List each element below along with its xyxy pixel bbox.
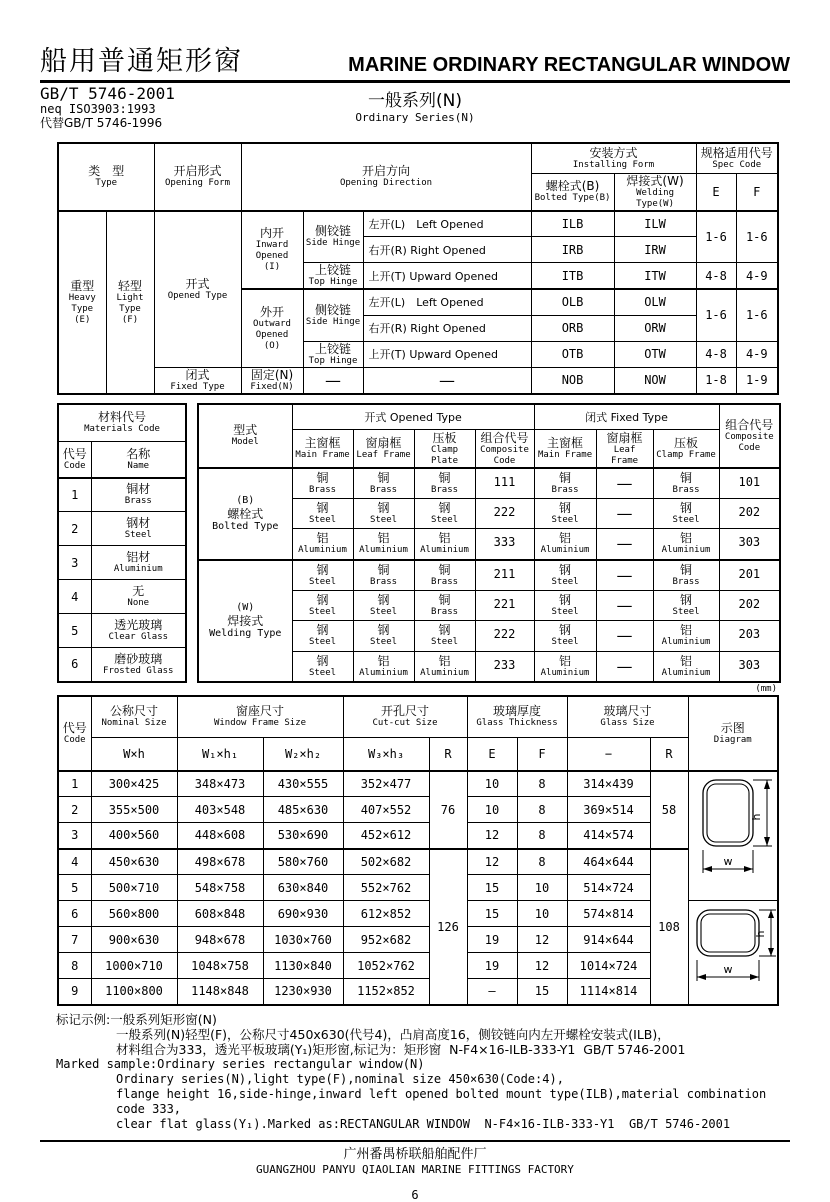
dash-header: − <box>567 738 650 771</box>
size-cell: 1030×760 <box>263 927 343 953</box>
material-cell: 钢 Steel <box>292 498 353 528</box>
model-header: 型式 Model <box>198 404 292 468</box>
size-cell: 403×548 <box>177 797 263 823</box>
diagram-h-label: h <box>749 813 763 821</box>
composite-code-header: 组合代号 Composite Code <box>719 404 780 468</box>
opened-type-cell: 开式 Opened Type <box>154 211 241 368</box>
size-cell: 1148×848 <box>177 979 263 1005</box>
material-row <box>58 512 186 546</box>
size-code: 7 <box>58 927 91 953</box>
title-bar <box>40 0 790 83</box>
name-col-header: 名称 Name <box>91 442 186 478</box>
size-cell: 10 <box>467 771 517 797</box>
material-cell: 铝 Aluminium <box>414 529 475 560</box>
bolted-group-cell: (B) 螺栓式 Bolted Type <box>198 468 292 560</box>
diagram-h-label: h <box>753 930 767 938</box>
material-cell: 铝 Aluminium <box>292 529 353 560</box>
code-col-header: 代号 Code <box>58 442 91 478</box>
composite-code-cell: 222 <box>475 621 534 651</box>
size-cell: 10 <box>517 901 567 927</box>
size-cell: 485×630 <box>263 797 343 823</box>
opening-form-header: 开启形式 Opening Form <box>154 143 241 211</box>
inward-cell: 内开 Inward Opened (I) <box>241 211 303 290</box>
material-cell: 铜 Brass <box>353 468 414 498</box>
material-cell: 钢 Steel <box>292 590 353 620</box>
marked-sample-notes <box>56 1012 790 1132</box>
dash-cell: — <box>596 560 653 590</box>
spec-code-header: 规格适用代号 Spec Code <box>696 143 778 173</box>
note-line: 一般系列(N)轻型(F)，公称尺寸450x630(代号4)，凸肩高度16，侧铰链向内左开螺栓安装式(ILB)， <box>116 1026 670 1042</box>
size-cell: 10 <box>517 875 567 901</box>
factory-name-cn: 广州番禺桥联船舶配件厂 <box>343 1146 487 1162</box>
main-frame-header: 主窗框 Main Frame <box>534 430 596 468</box>
material-code: 6 <box>58 648 91 682</box>
size-cell: 580×760 <box>263 849 343 875</box>
code-itw: ITW <box>614 263 696 290</box>
size-cell: 690×930 <box>263 901 343 927</box>
size-cell: 608×848 <box>177 901 263 927</box>
spec-e-header: E <box>696 173 736 211</box>
size-cell: 8 <box>517 849 567 875</box>
size-code: 6 <box>58 901 91 927</box>
clamp-frame-header: 压板 Clamp Frame <box>653 430 719 468</box>
material-name: 磨砂玻璃 Frosted Glass <box>91 648 186 682</box>
spec-cell: 1-6 <box>696 289 736 341</box>
size-cell: 500×710 <box>91 875 177 901</box>
window-frame-size-header: 窗座尺寸 Window Frame Size <box>177 696 343 738</box>
dash-cell: — <box>596 651 653 681</box>
welding-type-header: 焊接式(W) Welding Type(W) <box>614 173 696 211</box>
composite-code-cell: 303 <box>719 529 780 560</box>
material-cell: 铝 Aluminium <box>534 529 596 560</box>
size-cell: 1014×724 <box>567 953 650 979</box>
materials-code-header: 材料代号 Materials Code <box>58 404 186 442</box>
series-title <box>355 91 474 124</box>
note-line: Ordinary series(N),light type(F),nominal size 450×630(Code:4), <box>116 1071 564 1086</box>
e-header: E <box>467 738 517 771</box>
portrait-window-diagram <box>689 772 779 900</box>
material-cell: 钢 Steel <box>292 621 353 651</box>
r-header: R <box>650 738 688 771</box>
size-row <box>58 771 778 797</box>
material-cell: 钢 Steel <box>414 498 475 528</box>
code-irb: IRB <box>531 237 614 263</box>
size-cell: 1114×814 <box>567 979 650 1005</box>
material-cell: 铝 Aluminium <box>414 651 475 681</box>
model-combination-table <box>197 403 781 683</box>
spec-cell: 4-8 <box>696 341 736 367</box>
material-code: 5 <box>58 614 91 648</box>
fixed-type-group-header: 闭式 Fixed Type <box>534 404 719 430</box>
size-cell: 8 <box>517 771 567 797</box>
size-cell: 8 <box>517 823 567 849</box>
dash-cell: — <box>596 621 653 651</box>
left-opened-cell: 左开(L) Left Opened <box>363 289 531 315</box>
size-cell: 452×612 <box>343 823 429 849</box>
code-itb: ITB <box>531 263 614 290</box>
material-cell: 铜 Brass <box>414 590 475 620</box>
spec-cell: 4-9 <box>736 341 778 367</box>
size-cell: 1230×930 <box>263 979 343 1005</box>
fixed-type-cell: 闭式 Fixed Type <box>154 367 241 394</box>
f-header: F <box>517 738 567 771</box>
model-row <box>198 468 780 498</box>
size-row <box>58 849 778 875</box>
spec-cell: 4-9 <box>736 263 778 290</box>
size-cell: 1152×852 <box>343 979 429 1005</box>
size-code: 9 <box>58 979 91 1005</box>
size-cell: 19 <box>467 927 517 953</box>
material-cell: 铝 Aluminium <box>653 651 719 681</box>
size-cell: 10 <box>467 797 517 823</box>
spec-f-header: F <box>736 173 778 211</box>
dash-cell: — <box>596 498 653 528</box>
diagram-header: 示图 Diagram <box>688 696 778 771</box>
size-cell: 19 <box>467 953 517 979</box>
material-cell: 铝 Aluminium <box>534 651 596 681</box>
size-code: 3 <box>58 823 91 849</box>
code-orb: ORB <box>531 315 614 341</box>
size-code: 5 <box>58 875 91 901</box>
size-code: 8 <box>58 953 91 979</box>
up-opened-cell: 上开(T) Upward Opened <box>363 263 531 290</box>
note-line: 材料组合为333，透光平板玻璃(Y₁)矩形窗,标记为：矩形窗 N-F4×16-ILB-333-Y1 GB/T 5746-2001 <box>116 1041 686 1057</box>
composite-code-cell: 101 <box>719 468 780 498</box>
row-fixed <box>58 367 778 394</box>
size-cell: 348×473 <box>177 771 263 797</box>
material-cell: 钢 Steel <box>414 621 475 651</box>
size-cell: 414×574 <box>567 823 650 849</box>
composite-code-cell: 221 <box>475 590 534 620</box>
size-cell: 369×514 <box>567 797 650 823</box>
material-name: 铝材 Aluminium <box>91 546 186 580</box>
size-cell: 914×644 <box>567 927 650 953</box>
material-name: 透光玻璃 Clear Glass <box>91 614 186 648</box>
material-cell: 铜 Brass <box>653 468 719 498</box>
cut-out-size-header: 开孔尺寸 Cut-cut Size <box>343 696 467 738</box>
size-cell: 352×477 <box>343 771 429 797</box>
material-cell: 钢 Steel <box>534 590 596 620</box>
spec-cell: 1-6 <box>736 289 778 341</box>
size-cell: 430×555 <box>263 771 343 797</box>
side-hinge-cell: 侧铰链 Side Hinge <box>303 211 363 263</box>
composite-code-cell: 222 <box>475 498 534 528</box>
material-cell: 铜 Brass <box>414 560 475 590</box>
material-cell: 钢 Steel <box>653 498 719 528</box>
material-code: 4 <box>58 580 91 614</box>
size-cell: 355×500 <box>91 797 177 823</box>
code-now: NOW <box>614 367 696 394</box>
page-number: 6 <box>411 1187 419 1202</box>
material-row <box>58 478 186 512</box>
size-cell: 15 <box>467 901 517 927</box>
standard-block <box>40 85 790 135</box>
size-cell: 8 <box>517 797 567 823</box>
glass-r-cell: 58 <box>650 771 688 849</box>
clamp-plate-header: 压板 Clamp Plate <box>414 430 475 468</box>
opened-type-group-header: 开式 Opened Type <box>292 404 534 430</box>
size-cell: 574×814 <box>567 901 650 927</box>
size-cell: 498×678 <box>177 849 263 875</box>
row-inward-left <box>58 211 778 237</box>
composite-code-cell: 303 <box>719 651 780 681</box>
size-cell: 548×758 <box>177 875 263 901</box>
composite-code-cell: 203 <box>719 621 780 651</box>
material-cell: 铝 Aluminium <box>353 529 414 560</box>
leaf-frame-header: 窗扇框 Leaf Frame <box>353 430 414 468</box>
size-cell: 12 <box>517 953 567 979</box>
size-cell: 12 <box>467 849 517 875</box>
material-row <box>58 546 186 580</box>
composite-code-cell: 211 <box>475 560 534 590</box>
materials-code-table <box>57 403 187 683</box>
size-code: 1 <box>58 771 91 797</box>
size-cell: 552×762 <box>343 875 429 901</box>
composite-code-cell: 333 <box>475 529 534 560</box>
material-cell: 铝 Aluminium <box>653 621 719 651</box>
composite-code-cell: 202 <box>719 590 780 620</box>
dash-cell: — <box>596 468 653 498</box>
composite-code-cell: 201 <box>719 560 780 590</box>
w1xh1-header: W₁×h₁ <box>177 738 263 771</box>
w3xh3-header: W₃×h₃ <box>343 738 429 771</box>
material-cell: 铜 Brass <box>534 468 596 498</box>
material-name: 钢材 Steel <box>91 512 186 546</box>
dash-cell: — <box>596 529 653 560</box>
nominal-size-header: 公称尺寸 Nominal Size <box>91 696 177 738</box>
size-cell: 450×630 <box>91 849 177 875</box>
light-type-cell: 轻型 Light Type (F) <box>106 211 154 394</box>
landscape-window-diagram <box>689 901 779 1003</box>
size-cell: 12 <box>517 927 567 953</box>
note-line: clear flat glass(Y₁).Marked as:RECTANGULAR WINDOW N-F4×16-ILB-333-Y1 GB/T 5746-2001 <box>116 1116 731 1131</box>
top-hinge-cell: 上铰链 Top Hinge <box>303 341 363 367</box>
right-opened-cell: 右开(R) Right Opened <box>363 315 531 341</box>
diagram-w-label: w <box>723 963 732 977</box>
size-cell: 530×690 <box>263 823 343 849</box>
glass-size-header: 玻璃尺寸 Glass Size <box>567 696 688 738</box>
size-cell: 1000×710 <box>91 953 177 979</box>
material-name: 无 None <box>91 580 186 614</box>
size-cell: 900×630 <box>91 927 177 953</box>
size-cell: — <box>467 979 517 1005</box>
code-otw: OTW <box>614 341 696 367</box>
material-code: 3 <box>58 546 91 580</box>
spec-cell: 4-8 <box>696 263 736 290</box>
size-cell: 560×800 <box>91 901 177 927</box>
size-cell: 948×678 <box>177 927 263 953</box>
note-line: flange height 16,side-hinge,inward left opened bolted mount type(ILB),material combination code 333, <box>116 1086 774 1116</box>
size-cell: 314×439 <box>567 771 650 797</box>
opening-type-table <box>57 142 779 395</box>
material-cell: 钢 Steel <box>353 590 414 620</box>
material-cell: 钢 Steel <box>534 560 596 590</box>
size-cell: 952×682 <box>343 927 429 953</box>
composite-code-header: 组合代号 Composite Code <box>475 430 534 468</box>
size-cell: 514×724 <box>567 875 650 901</box>
page-title-en: MARINE ORDINARY RECTANGULAR WINDOW <box>348 54 790 76</box>
code-otb: OTB <box>531 341 614 367</box>
page-title-cn: 船用普通矩形窗 <box>40 46 243 77</box>
material-cell: 钢 Steel <box>534 621 596 651</box>
spec-cell: 1-9 <box>736 367 778 394</box>
size-cell: 630×840 <box>263 875 343 901</box>
code-olw: OLW <box>614 289 696 315</box>
material-cell: 铜 Brass <box>653 560 719 590</box>
composite-code-cell: 111 <box>475 468 534 498</box>
diagram-portrait-cell <box>688 771 778 901</box>
heavy-type-cell: 重型 Heavy Type (E) <box>58 211 106 394</box>
model-row <box>198 560 780 590</box>
cut-r-cell: 126 <box>429 849 467 1005</box>
composite-code-cell: 202 <box>719 498 780 528</box>
size-cell: 1100×800 <box>91 979 177 1005</box>
footer-divider <box>40 1140 790 1142</box>
code-col-header: 代号 Code <box>58 696 91 771</box>
factory-name-en: GUANGZHOU PANYU QIAOLIAN MARINE FITTINGS FACTORY <box>256 1162 574 1176</box>
material-cell: 铜 Brass <box>353 560 414 590</box>
r-header: R <box>429 738 467 771</box>
material-cell: 钢 Steel <box>353 498 414 528</box>
dash-cell: — <box>596 590 653 620</box>
materials-section <box>57 403 830 683</box>
material-name: 铜材 Brass <box>91 478 186 512</box>
size-cell: 464×644 <box>567 849 650 875</box>
composite-code-cell: 233 <box>475 651 534 681</box>
type-header: 类 型 Type <box>58 143 154 211</box>
left-opened-cell: 左开(L) Left Opened <box>363 211 531 237</box>
main-frame-header: 主窗框 Main Frame <box>292 430 353 468</box>
material-cell: 钢 Steel <box>353 621 414 651</box>
size-code: 4 <box>58 849 91 875</box>
size-cell: 12 <box>467 823 517 849</box>
standard-number: GB/T 5746-2001 <box>40 84 175 103</box>
standard-replaces: 代替GB/T 5746-1996 <box>40 116 163 130</box>
size-code: 2 <box>58 797 91 823</box>
code-nob: NOB <box>531 367 614 394</box>
spec-cell: 1-6 <box>736 211 778 263</box>
dash-cell: — <box>303 367 363 394</box>
side-hinge-cell: 侧铰链 Side Hinge <box>303 289 363 341</box>
right-opened-cell: 右开(R) Right Opened <box>363 237 531 263</box>
size-cell: 400×560 <box>91 823 177 849</box>
dash-cell: — <box>363 367 531 394</box>
diagram-landscape-cell <box>688 901 778 1005</box>
code-irw: IRW <box>614 237 696 263</box>
w2xh2-header: W₂×h₂ <box>263 738 343 771</box>
material-cell: 钢 Steel <box>292 651 353 681</box>
installing-form-header: 安装方式 Installing Form <box>531 143 696 173</box>
material-row <box>58 648 186 682</box>
note-line: Marked sample:Ordinary series rectangular window(N) <box>56 1056 425 1071</box>
size-table <box>57 695 779 1006</box>
size-cell: 1052×762 <box>343 953 429 979</box>
material-code: 2 <box>58 512 91 546</box>
up-opened-cell: 上开(T) Upward Opened <box>363 341 531 367</box>
material-cell: 铝 Aluminium <box>353 651 414 681</box>
spec-cell: 1-6 <box>696 211 736 263</box>
size-cell: 1130×840 <box>263 953 343 979</box>
material-cell: 铜 Brass <box>414 468 475 498</box>
welding-group-cell: (W) 焊接式 Welding Type <box>198 560 292 682</box>
size-cell: 612×852 <box>343 901 429 927</box>
glass-thickness-header: 玻璃厚度 Glass Thickness <box>467 696 567 738</box>
material-cell: 钢 Steel <box>292 560 353 590</box>
spec-cell: 1-8 <box>696 367 736 394</box>
size-cell: 407×552 <box>343 797 429 823</box>
outward-cell: 外开 Outward Opened (O) <box>241 289 303 367</box>
series-title-cn: 一般系列(N) <box>368 91 462 111</box>
cut-r-cell: 76 <box>429 771 467 849</box>
opening-direction-header: 开启方向 Opening Direction <box>241 143 531 211</box>
code-ilw: ILW <box>614 211 696 237</box>
glass-r-cell: 108 <box>650 849 688 1005</box>
leaf-frame-header: 窗扇框 Leaf Frame <box>596 430 653 468</box>
wxh-header: W×h <box>91 738 177 771</box>
size-cell: 15 <box>517 979 567 1005</box>
size-cell: 15 <box>467 875 517 901</box>
material-row <box>58 580 186 614</box>
size-cell: 300×425 <box>91 771 177 797</box>
size-cell: 502×682 <box>343 849 429 875</box>
code-orw: ORW <box>614 315 696 341</box>
note-line: 标记示例:一般系列矩形窗(N) <box>56 1011 217 1027</box>
material-row <box>58 614 186 648</box>
material-cell: 铜 Brass <box>292 468 353 498</box>
code-olb: OLB <box>531 289 614 315</box>
top-hinge-cell: 上铰链 Top Hinge <box>303 263 363 290</box>
bolted-type-header: 螺栓式(B) Bolted Type(B) <box>531 173 614 211</box>
size-cell: 448×608 <box>177 823 263 849</box>
code-ilb: ILB <box>531 211 614 237</box>
material-cell: 钢 Steel <box>534 498 596 528</box>
standard-neq: neq ISO3903:1993 <box>40 102 156 116</box>
material-cell: 铝 Aluminium <box>653 529 719 560</box>
unit-label: (mm) <box>755 683 777 694</box>
series-title-en: Ordinary Series(N) <box>355 111 475 124</box>
material-cell: 钢 Steel <box>653 590 719 620</box>
material-code: 1 <box>58 478 91 512</box>
size-cell: 1048×758 <box>177 953 263 979</box>
diagram-w-label: w <box>723 854 732 868</box>
fixed-n-cell: 固定(N) Fixed(N) <box>241 367 303 394</box>
